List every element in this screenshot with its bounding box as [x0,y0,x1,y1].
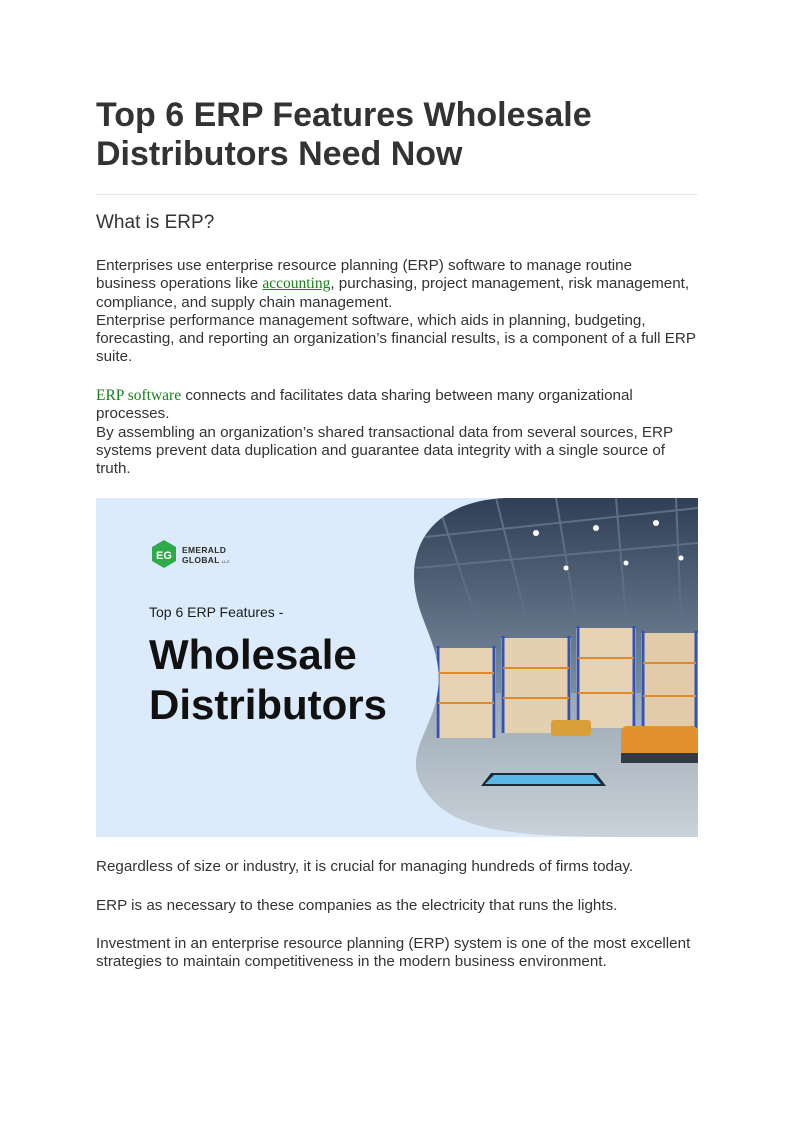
logo-line-2-text: GLOBAL [182,555,220,565]
para1-text-after-link: , purchasing, project management, risk management, compliance, and supply chain management. [96,275,690,311]
para2-second-line: By assembling an organization’s shared transactional data from several sources, ERP systems prevent data duplication and guarantee data integrity with a single source of truth. [96,423,673,478]
banner-logo-text [182,545,230,567]
para1-text-before-link: Enterprises use enterprise resource planning (ERP) software to manage routine business operations like [96,257,633,293]
erp-software-link[interactable]: ERP software [96,387,182,404]
svg-text:EG: EG [156,550,172,562]
title-divider [96,194,698,195]
paragraph-erp-software [96,387,696,478]
section-heading: What is ERP? [96,212,215,233]
banner-headline-line-2: Distributors [149,681,388,728]
paragraph-electricity: ERP is as necessary to these companies as the electricity that runs the lights. [96,897,618,914]
paragraph-erp-definition [96,257,696,367]
accounting-link[interactable]: accounting [262,275,331,293]
article-title: Top 6 ERP Features Wholesale Distributors Need Now [96,96,592,173]
paragraph-investment: Investment in an enterprise resource planning (ERP) system is one of the most excellent strategies to maintain competitiveness in the modern business environment. [96,935,691,971]
logo-suffix: LLC [221,559,230,564]
emerald-global-logo-icon [152,540,176,568]
logo-line-2 [182,555,230,567]
banner-headline [149,630,387,730]
para2-text-after-link: connects and facilitates data sharing between many organizational processes. [96,387,633,423]
banner-headline-line-1: Wholesale [149,631,357,678]
banner-subtitle: Top 6 ERP Features - [149,604,284,620]
para1-second-line: Enterprise performance management software, which aids in planning, budgeting, forecasting, and reporting an organization’s financial results, is a component of a full ERP suite. [96,311,696,366]
logo-line-1: EMERALD [182,545,227,555]
paragraph-size-industry: Regardless of size or industry, it is crucial for managing hundreds of firms today. [96,858,634,875]
